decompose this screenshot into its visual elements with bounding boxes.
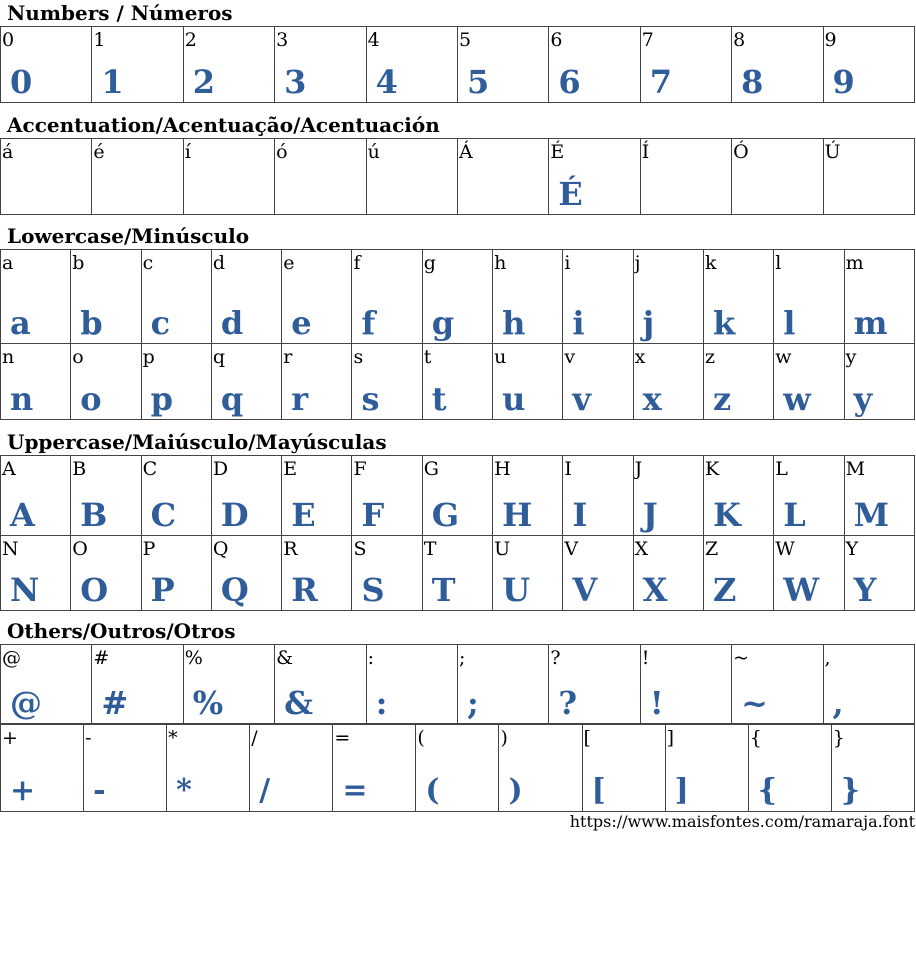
glyph-sample: É — [558, 175, 583, 213]
glyph-label: ~ — [733, 647, 750, 669]
glyph-cell — [633, 456, 703, 536]
glyph-label: 3 — [276, 29, 289, 51]
glyph-label: { — [749, 727, 762, 749]
glyph-sample: = — [342, 773, 368, 808]
glyph-cell — [211, 250, 281, 344]
glyph-cell — [844, 456, 914, 536]
lowercase-row-1 — [0, 249, 915, 344]
glyph-label: ? — [550, 647, 561, 669]
glyph-sample: i — [572, 304, 585, 342]
glyph-sample: k — [712, 304, 736, 342]
glyph-sample: E — [291, 496, 316, 534]
glyph-cell — [563, 536, 633, 611]
glyph-cell — [493, 344, 563, 420]
numbers-table — [0, 26, 915, 103]
glyph-cell — [352, 456, 422, 536]
glyph-label: y — [845, 346, 857, 368]
glyph-label: u — [494, 346, 507, 368]
glyph-label: F — [353, 458, 367, 480]
glyph-label: c — [142, 252, 154, 274]
glyph-sample: 9 — [832, 63, 855, 101]
glyph-cell — [774, 536, 844, 611]
glyph-label: 6 — [550, 29, 563, 51]
glyph-cell — [282, 344, 352, 420]
glyph-cell — [774, 344, 844, 420]
glyph-cell — [748, 725, 831, 812]
glyph-sample: ; — [466, 684, 479, 722]
others-row-1 — [0, 644, 915, 724]
glyph-label: # — [93, 647, 110, 669]
glyph-label: t — [423, 346, 432, 368]
glyph-label: d — [212, 252, 226, 274]
glyph-cell — [665, 725, 748, 812]
glyph-cell — [844, 344, 914, 420]
glyph-label: O — [72, 538, 88, 560]
glyph-sample: ! — [649, 684, 664, 722]
glyph-cell — [1, 456, 71, 536]
glyph-sample: x — [642, 380, 662, 418]
glyph-sample: p — [150, 380, 173, 418]
others-row-2 — [0, 724, 915, 812]
glyph-sample: 2 — [192, 63, 216, 101]
glyph-cell — [366, 645, 457, 724]
glyph-cell — [703, 456, 773, 536]
glyph-cell — [71, 536, 141, 611]
glyph-sample: z — [712, 380, 732, 418]
glyph-cell — [71, 344, 141, 420]
glyph-sample: 8 — [741, 63, 764, 101]
glyph-cell — [563, 344, 633, 420]
glyph-cell — [1, 344, 71, 420]
glyph-label: = — [334, 727, 351, 749]
glyph-cell — [823, 645, 914, 724]
glyph-cell — [640, 27, 731, 103]
glyph-sample: { — [757, 773, 777, 808]
glyph-label: j — [634, 252, 641, 274]
glyph-label: q — [212, 346, 226, 368]
glyph-sample: U — [502, 571, 530, 609]
glyph-sample: 5 — [466, 63, 490, 101]
glyph-cell — [352, 250, 422, 344]
glyph-sample: l — [783, 304, 796, 342]
glyph-label: o — [72, 346, 84, 368]
glyph-cell — [457, 27, 548, 103]
glyph-cell — [422, 344, 492, 420]
glyph-label: É — [550, 141, 565, 163]
glyph-cell — [633, 250, 703, 344]
glyph-sample: y — [853, 380, 873, 418]
glyph-cell — [141, 344, 211, 420]
glyph-sample: H — [502, 496, 533, 534]
glyph-cell — [549, 139, 640, 215]
glyph-cell — [422, 456, 492, 536]
glyph-sample: a — [10, 304, 31, 342]
glyph-sample: q — [220, 380, 244, 418]
glyph-label: } — [832, 727, 845, 749]
glyph-label: k — [704, 252, 717, 274]
glyph-sample: 6 — [558, 63, 581, 101]
glyph-sample: ) — [508, 773, 523, 808]
glyph-label: é — [93, 141, 105, 163]
glyph-cell — [640, 645, 731, 724]
glyph-label: % — [184, 647, 203, 669]
glyph-label: P — [142, 538, 156, 560]
glyph-sample: 4 — [375, 63, 398, 101]
glyph-label: v — [564, 346, 576, 368]
glyph-cell — [71, 250, 141, 344]
glyph-cell — [732, 139, 823, 215]
glyph-cell — [92, 645, 183, 724]
glyph-cell — [366, 139, 457, 215]
glyph-sample: 0 — [10, 63, 33, 101]
glyph-label: x — [634, 346, 646, 368]
glyph-cell — [633, 536, 703, 611]
glyph-sample: O — [80, 571, 109, 609]
glyph-label: Ó — [733, 141, 749, 163]
glyph-cell — [141, 536, 211, 611]
glyph-label: l — [775, 252, 782, 274]
glyph-cell — [732, 645, 823, 724]
glyph-label: i — [564, 252, 571, 274]
glyph-sample: ] — [674, 773, 689, 808]
glyph-label: - — [85, 727, 92, 749]
accents-table — [0, 138, 915, 215]
glyph-cell — [1, 250, 71, 344]
glyph-cell — [211, 536, 281, 611]
glyph-sample: / — [259, 773, 271, 808]
glyph-cell — [71, 456, 141, 536]
glyph-label: W — [775, 538, 795, 560]
glyph-label: / — [251, 727, 258, 749]
glyph-label: ó — [276, 141, 288, 163]
glyph-label: K — [704, 458, 720, 480]
glyph-sample: [ — [591, 773, 606, 808]
glyph-sample: n — [10, 380, 34, 418]
glyph-cell — [422, 250, 492, 344]
glyph-label: A — [2, 458, 16, 480]
glyph-cell — [84, 725, 167, 812]
glyph-sample: W — [783, 571, 820, 609]
glyph-sample: e — [291, 304, 312, 342]
glyph-cell — [499, 725, 582, 812]
glyph-label: R — [283, 538, 298, 560]
glyph-cell — [831, 725, 914, 812]
glyph-label: á — [2, 141, 14, 163]
glyph-cell — [493, 250, 563, 344]
glyph-label: 0 — [2, 29, 15, 51]
glyph-label: H — [494, 458, 511, 480]
glyph-sample: % — [192, 684, 224, 722]
glyph-sample: - — [93, 773, 106, 808]
glyph-cell — [366, 27, 457, 103]
glyph-cell — [333, 725, 416, 812]
glyph-cell — [1, 27, 92, 103]
glyph-cell — [282, 536, 352, 611]
glyph-label: m — [845, 252, 864, 274]
glyph-label: 9 — [824, 29, 837, 51]
glyph-sample: ~ — [741, 684, 768, 722]
glyph-label: í — [184, 141, 191, 163]
glyph-label: L — [775, 458, 788, 480]
glyph-sample: b — [80, 304, 103, 342]
glyph-label: V — [564, 538, 579, 560]
glyph-sample: t — [431, 380, 447, 418]
glyph-sample: N — [10, 571, 40, 609]
glyph-sample: & — [284, 684, 314, 722]
glyph-sample: S — [361, 571, 385, 609]
glyph-sample: o — [80, 380, 102, 418]
glyph-sample: * — [176, 773, 192, 808]
glyph-sample: P — [150, 571, 175, 609]
glyph-cell — [141, 456, 211, 536]
glyph-sample: 7 — [649, 63, 672, 101]
glyph-label: r — [283, 346, 293, 368]
glyph-label: , — [824, 647, 831, 669]
glyph-sample: J — [642, 496, 658, 534]
glyph-label: Í — [641, 141, 650, 163]
glyph-label: N — [2, 538, 19, 560]
glyph-cell — [183, 645, 274, 724]
glyph-cell — [549, 27, 640, 103]
glyph-sample: : — [375, 684, 388, 722]
glyph-cell — [633, 344, 703, 420]
uppercase-row-1 — [0, 455, 915, 536]
glyph-label: * — [168, 727, 178, 749]
others-heading: Others/Outros/Otros — [7, 619, 236, 643]
glyph-sample: ? — [558, 684, 578, 722]
glyph-label: G — [423, 458, 439, 480]
glyph-sample: I — [572, 496, 588, 534]
glyph-label: Á — [458, 141, 473, 163]
glyph-label: n — [2, 346, 15, 368]
glyph-label: ( — [417, 727, 425, 749]
glyph-cell — [282, 250, 352, 344]
glyph-label: 5 — [458, 29, 472, 51]
glyph-label: & — [276, 647, 294, 669]
numbers-heading: Numbers / Números — [7, 1, 233, 25]
glyph-cell — [275, 27, 366, 103]
glyph-label: ú — [367, 141, 380, 163]
glyph-label: a — [2, 252, 14, 274]
glyph-sample: u — [502, 380, 526, 418]
glyph-label: 8 — [733, 29, 746, 51]
glyph-sample: L — [783, 496, 806, 534]
glyph-label: C — [142, 458, 158, 480]
glyph-label: 1 — [93, 29, 106, 51]
glyph-sample: v — [572, 380, 591, 418]
glyph-sample: G — [431, 496, 460, 534]
glyph-cell — [493, 456, 563, 536]
glyph-sample: } — [840, 773, 861, 808]
glyph-cell — [211, 456, 281, 536]
glyph-label: ) — [500, 727, 508, 749]
lowercase-heading: Lowercase/Minúsculo — [7, 224, 250, 248]
glyph-sample: Y — [853, 571, 877, 609]
glyph-cell — [703, 536, 773, 611]
glyph-cell — [844, 250, 914, 344]
glyph-label: + — [2, 727, 18, 749]
glyph-cell — [250, 725, 333, 812]
glyph-label: Y — [845, 538, 859, 560]
glyph-label: : — [367, 647, 374, 669]
glyph-cell — [416, 725, 499, 812]
glyph-sample: R — [291, 571, 318, 609]
glyph-label: E — [283, 458, 298, 480]
glyph-sample: 3 — [284, 63, 307, 101]
glyph-sample: h — [502, 304, 526, 342]
uppercase-row-2 — [0, 535, 915, 611]
glyph-sample: r — [291, 380, 309, 418]
accents-heading: Accentuation/Acentuação/Acentuación — [7, 113, 440, 137]
glyph-label: D — [212, 458, 229, 480]
glyph-label: 7 — [641, 29, 654, 51]
glyph-sample: d — [220, 304, 244, 342]
glyph-sample: M — [853, 496, 889, 534]
uppercase-heading: Uppercase/Maiúsculo/Mayúsculas — [7, 430, 387, 454]
glyph-cell — [582, 725, 665, 812]
glyph-sample: C — [150, 496, 177, 534]
glyph-cell — [275, 139, 366, 215]
glyph-label: Q — [212, 538, 229, 560]
glyph-sample: Q — [220, 571, 249, 609]
glyph-cell — [275, 645, 366, 724]
glyph-sample: T — [431, 571, 456, 609]
glyph-cell — [844, 536, 914, 611]
glyph-label: 4 — [367, 29, 380, 51]
source-url: https://www.maisfontes.com/ramaraja.font — [569, 812, 915, 831]
glyph-cell — [1, 725, 84, 812]
glyph-sample: 1 — [101, 63, 124, 101]
glyph-sample: D — [220, 496, 249, 534]
glyph-label: S — [353, 538, 367, 560]
glyph-sample: K — [712, 496, 741, 534]
glyph-label: T — [423, 538, 437, 560]
glyph-sample: c — [150, 304, 171, 342]
glyph-label: Z — [704, 538, 719, 560]
glyph-label: e — [283, 252, 295, 274]
glyph-cell — [1, 645, 92, 724]
glyph-cell — [1, 139, 92, 215]
glyph-sample: ( — [425, 773, 440, 808]
glyph-cell — [823, 27, 914, 103]
glyph-cell — [563, 250, 633, 344]
glyph-label: ; — [458, 647, 466, 669]
glyph-cell — [282, 456, 352, 536]
glyph-cell — [92, 27, 183, 103]
glyph-sample: j — [642, 304, 655, 342]
glyph-cell — [774, 456, 844, 536]
glyph-sample: + — [10, 773, 36, 808]
glyph-sample: m — [853, 304, 888, 342]
glyph-cell — [457, 139, 548, 215]
glyph-cell — [167, 725, 250, 812]
glyph-cell — [774, 250, 844, 344]
glyph-label: J — [634, 458, 643, 480]
glyph-sample: Z — [712, 571, 737, 609]
glyph-cell — [183, 139, 274, 215]
glyph-label: X — [634, 538, 649, 560]
glyph-label: M — [845, 458, 866, 480]
glyph-label: 2 — [184, 29, 197, 51]
glyph-cell — [211, 344, 281, 420]
glyph-cell — [703, 250, 773, 344]
glyph-cell — [141, 250, 211, 344]
glyph-label: B — [72, 458, 87, 480]
glyph-cell — [1, 536, 71, 611]
glyph-label: s — [353, 346, 364, 368]
glyph-cell — [352, 344, 422, 420]
lowercase-row-2 — [0, 343, 915, 420]
glyph-cell — [493, 536, 563, 611]
glyph-cell — [703, 344, 773, 420]
glyph-cell — [422, 536, 492, 611]
glyph-cell — [732, 27, 823, 103]
glyph-sample: @ — [10, 684, 42, 722]
glyph-label: h — [494, 252, 507, 274]
glyph-cell — [549, 645, 640, 724]
glyph-label: I — [564, 458, 572, 480]
glyph-sample: w — [783, 380, 811, 418]
glyph-cell — [352, 536, 422, 611]
glyph-sample: s — [361, 380, 380, 418]
glyph-cell — [640, 139, 731, 215]
glyph-label: f — [353, 252, 361, 274]
glyph-sample: , — [832, 684, 844, 722]
glyph-label: ] — [666, 727, 675, 749]
glyph-sample: B — [80, 496, 108, 534]
glyph-cell — [183, 27, 274, 103]
glyph-sample: A — [10, 496, 35, 534]
glyph-cell — [823, 139, 914, 215]
glyph-label: g — [423, 252, 436, 274]
glyph-sample: f — [361, 304, 376, 342]
glyph-label: z — [704, 346, 715, 368]
glyph-label: w — [775, 346, 792, 368]
glyph-sample: F — [361, 496, 385, 534]
glyph-sample: X — [642, 571, 668, 609]
glyph-sample: V — [572, 571, 598, 609]
glyph-sample: g — [431, 304, 455, 342]
glyph-label: [ — [583, 727, 591, 749]
glyph-label: b — [72, 252, 85, 274]
glyph-cell — [92, 139, 183, 215]
glyph-label: @ — [2, 647, 21, 669]
glyph-cell — [457, 645, 548, 724]
glyph-sample: # — [101, 684, 129, 722]
glyph-label: Ú — [824, 141, 841, 163]
glyph-label: p — [142, 346, 155, 368]
glyph-cell — [563, 456, 633, 536]
glyph-label: U — [494, 538, 511, 560]
glyph-label: ! — [641, 647, 650, 669]
